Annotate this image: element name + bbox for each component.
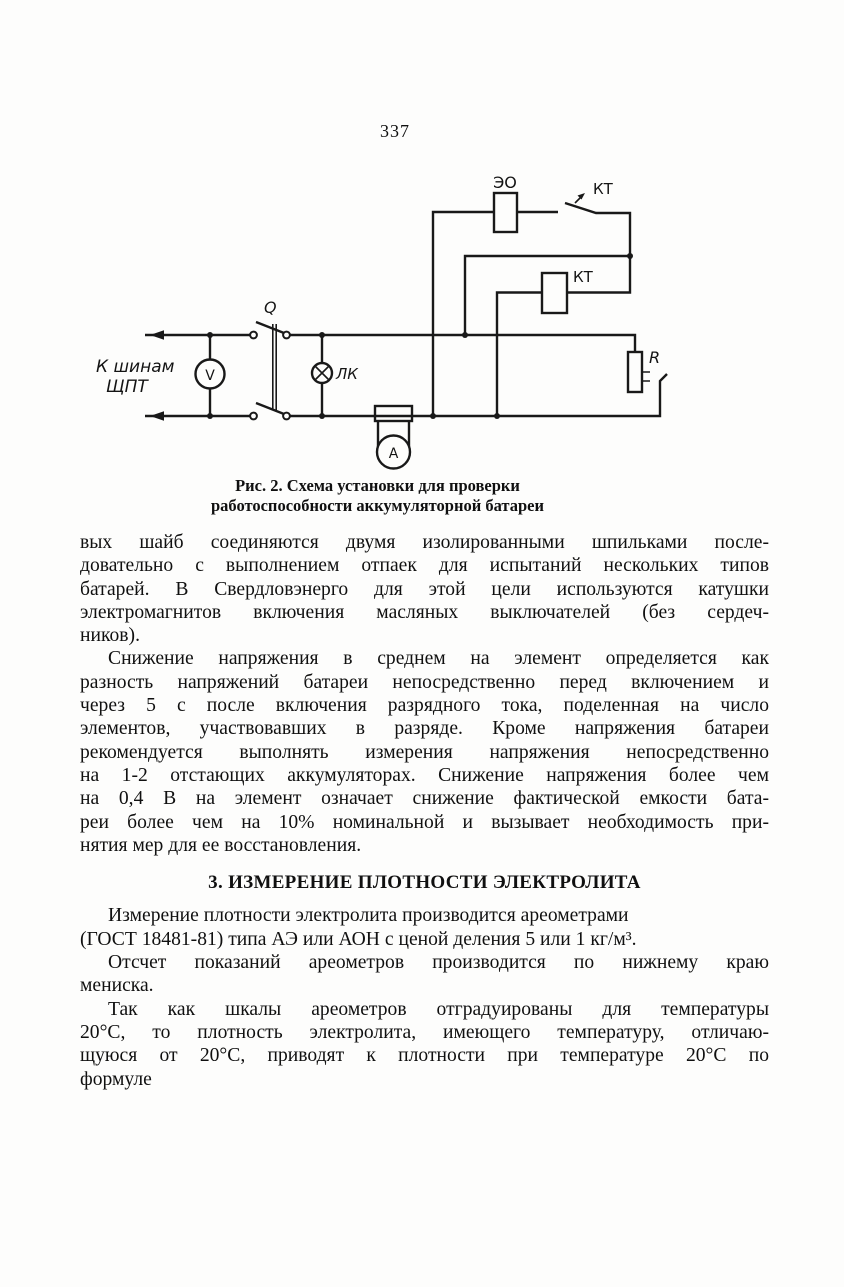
text-line: элементов, участвовавших в разряде. Кроме напряжения батареи [80, 718, 769, 740]
switch-blade [256, 322, 284, 333]
text-line: рекомендуется выполнять измерения напряжения непосредственно [80, 741, 769, 763]
bus-label-line2: ЩПТ [106, 377, 148, 397]
paragraph [80, 647, 769, 857]
body-text [80, 531, 769, 1091]
switch-blade [256, 403, 284, 414]
page-number: 337 [380, 121, 410, 141]
kt-contact-label: КТ [593, 180, 613, 198]
text-line: разность напряжений батареи непосредственно перед включением и [80, 671, 769, 693]
q-switch-label: Q [264, 298, 277, 317]
text-line: на 1-2 отстающих аккумуляторах. Снижение напряжения более чем [80, 764, 769, 786]
kt-coil-wire [497, 293, 542, 417]
text-line: ников). [80, 625, 140, 647]
figure-caption-line1: Рис. 2. Схема установки для проверки [235, 476, 520, 495]
text-line: щуюся от 20°С, приводят к плотности при температуре 20°С по [80, 1045, 769, 1067]
text-line: нятия мер для ее восстановления. [80, 834, 362, 856]
paragraph [80, 998, 769, 1091]
ammeter-shunt [375, 406, 412, 421]
figure-caption-line2: работоспособности аккумуляторной батареи [210, 496, 544, 515]
left-arrow-icon [150, 330, 164, 340]
text-line: 20°С, то плотность электролита, имеющего температуру, отличаю- [80, 1021, 769, 1043]
paragraph [80, 951, 769, 998]
paragraph [80, 531, 769, 647]
text-line: реи более чем на 10% номинальной и вызывает необходимость при- [80, 811, 769, 833]
junction-dot [494, 413, 500, 419]
switch-linkage [273, 324, 276, 410]
resistor-label: R [649, 348, 661, 367]
text-line: электромагнитов включения масляных выключателей (без сердеч- [80, 601, 769, 623]
voltmeter-label: V [205, 368, 215, 384]
text-line: формуле [80, 1068, 152, 1090]
resistor [628, 352, 642, 392]
text-line: вых шайб соединяются двумя изолированными шпильками после- [80, 532, 769, 553]
circuit-diagram [85, 160, 685, 480]
text-line: на 0,4 В на элемент означает снижение фактической емкости бата- [80, 788, 769, 810]
kt-coil [542, 273, 567, 313]
text-line: батарей. В Свердловэнерго для этой цели используются катушки [80, 578, 769, 600]
junction-dot [319, 413, 325, 419]
junction-dot [627, 253, 633, 259]
junction-dot [430, 413, 436, 419]
eo-branch-wire [433, 212, 494, 416]
junction-dot [207, 332, 213, 338]
junction-dot [462, 332, 468, 338]
ammeter-label: A [388, 446, 399, 462]
switch-contact [250, 413, 257, 420]
text-line: (ГОСТ 18481-81) типа АЭ или АОН с ценой деления 5 или 1 кг/м³. [80, 928, 637, 950]
text-line: Снижение напряжения в среднем на элемент определяется как [108, 648, 769, 670]
text-line: Измерение плотности электролита производится ареометрами [108, 905, 629, 927]
text-line: мениска. [80, 975, 154, 997]
text-line: довательно с выполнением отпаек для испытаний нескольких типов [80, 555, 769, 577]
junction-dot [319, 332, 325, 338]
text-line: через 5 с после включения разрядного тока, поделенная на число [80, 695, 769, 717]
figure-caption [110, 476, 645, 516]
top-bus-wire [290, 335, 635, 352]
junction-dot [207, 413, 213, 419]
lamp-label: ЛК [336, 365, 358, 383]
paragraph [80, 904, 769, 951]
text-line: Так как шкалы ареометров отградуированы для температуры [108, 998, 769, 1020]
left-arrow-icon [150, 411, 164, 421]
kt-coil-label: КТ [573, 268, 593, 286]
eo-coil-label: ЭО [493, 173, 517, 192]
bus-label-line1: К шинам [96, 357, 175, 377]
section-heading: 3. ИЗМЕРЕНИЕ ПЛОТНОСТИ ЭЛЕКТРОЛИТА [208, 872, 641, 894]
text-line: Отсчет показаний ареометров производится по нижнему краю [108, 952, 769, 974]
eo-coil [494, 193, 517, 232]
switch-contact [250, 332, 257, 339]
resistor-taps [642, 372, 650, 381]
